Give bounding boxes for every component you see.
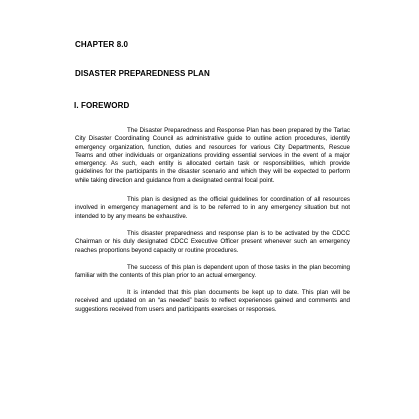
paragraph: The Disaster Preparedness and Response Plan has been prepared by the Tarlac City Disaster Coordinating Council as administrative guide to outline action procedures, identify emergency organization, function, duties and resources for various City Departments, Rescue Teams and other individuals or organizations providing essential services in the event of a major emergency. As such, each entity is allocated certain task or responsibilities, which provide guidelines for the participants in the disaster scenario and which they will be expected to perform while taking direction and guidance from a designated central focal point. xyxy=(75,127,350,184)
paragraph: This plan is designed as the official guidelines for coordination of all resources involved in emergency management and is to be referred to in any emergency situation but not intended to by any means be exhaustive. xyxy=(75,196,350,220)
section-heading: I. FOREWORD xyxy=(74,101,130,110)
paragraph: The success of this plan is dependent upon of those tasks in the plan becoming familiar with the contents of this plan prior to an actual emergency. xyxy=(75,264,350,280)
document-title: DISASTER PREPAREDNESS PLAN xyxy=(75,69,210,78)
paragraph: It is intended that this plan documents be kept up to date. This plan will be received and updated on an “as needed” basis to reflect experiences gained and comments and suggestions received from users and participants exercises or responses. xyxy=(75,289,350,313)
chapter-heading: CHAPTER 8.0 xyxy=(75,40,129,49)
paragraph: This disaster preparedness and response plan is to be activated by the CDCC Chairman or his duly designated CDCC Executive Officer present whenever such an emergency reaches proportions beyond capacity or routine procedures. xyxy=(75,230,350,254)
